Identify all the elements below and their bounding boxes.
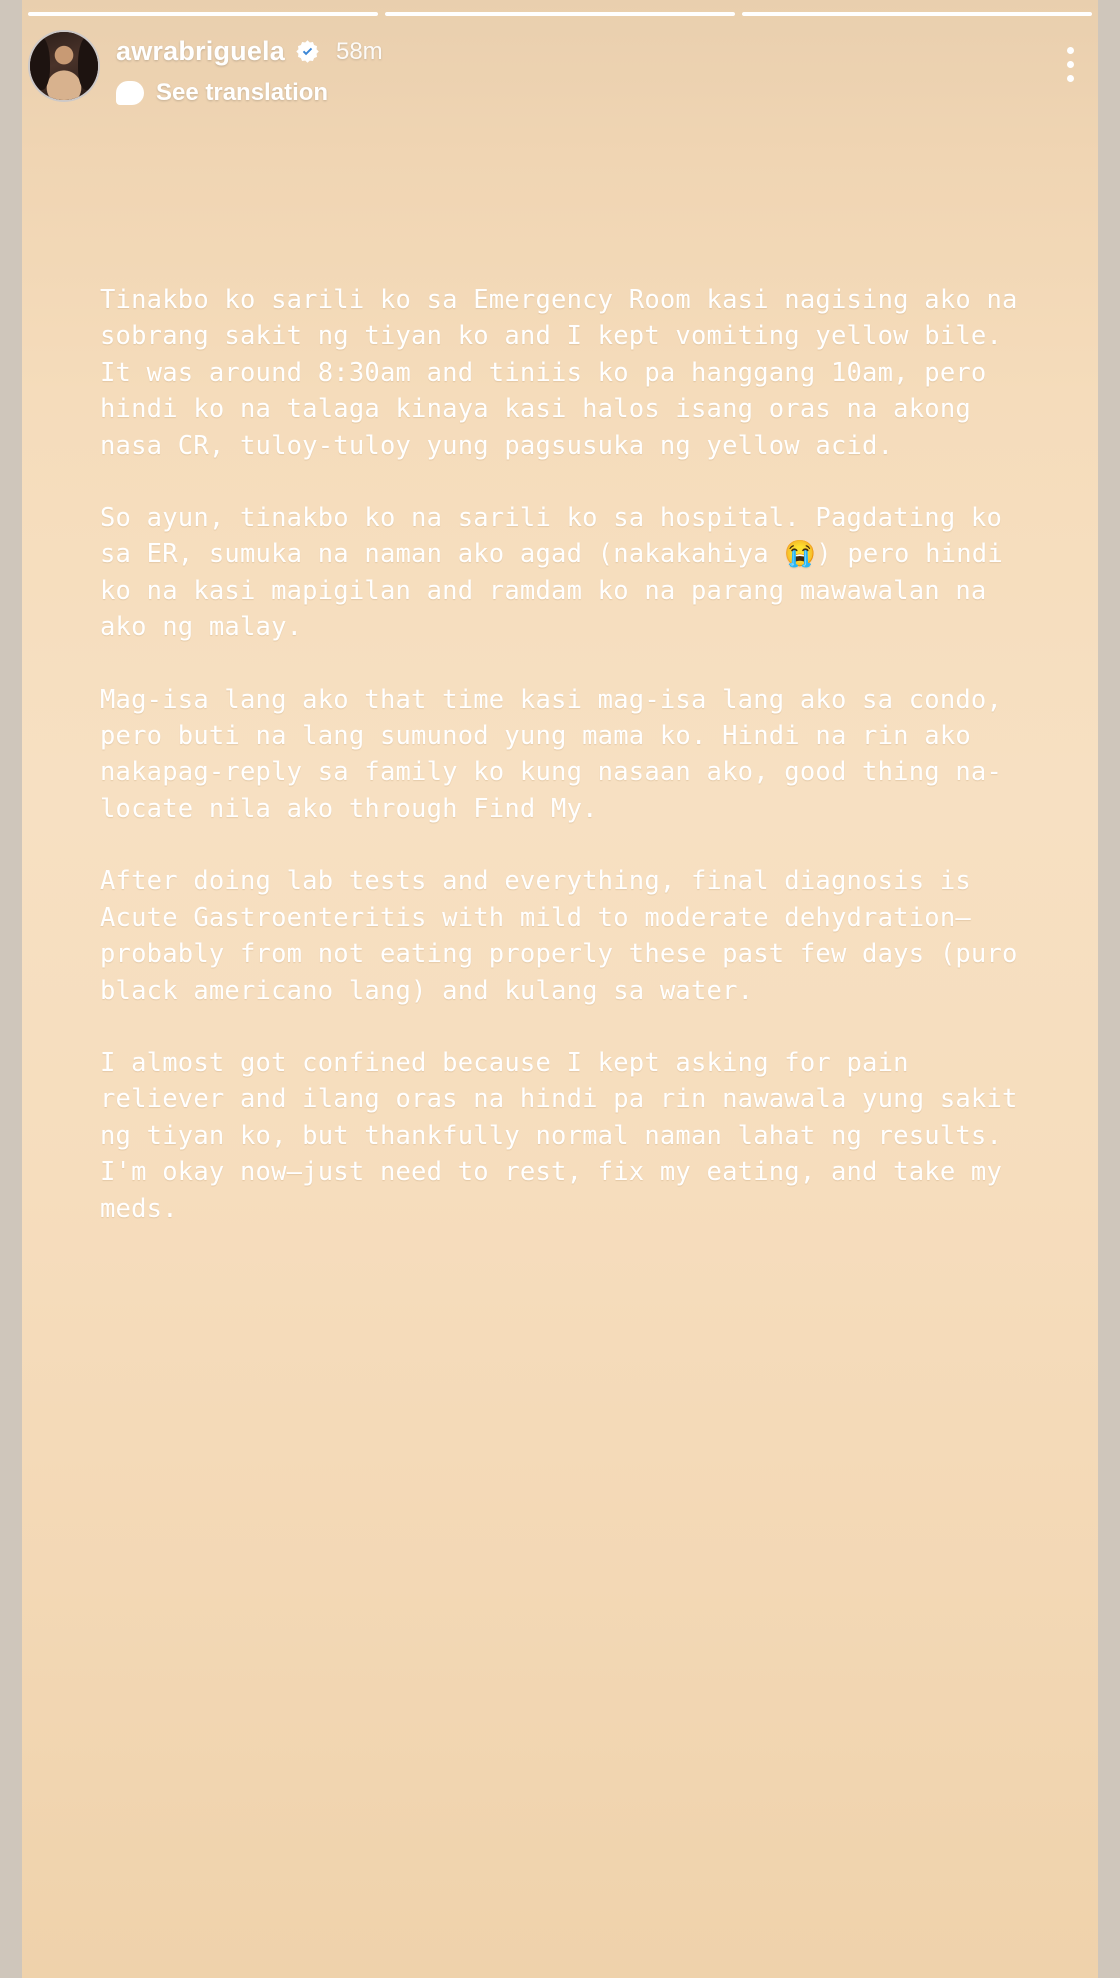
- avatar[interactable]: [28, 30, 100, 102]
- story-paragraph: I almost got confined because I kept asking for pain reliever and ilang oras na hindi pa rin nawawala yung sakit ng tiyan ko, but thankfully normal naman lahat ng results. I'm okay now—just need to rest, fix my eating, and take my meds.: [100, 1047, 1034, 1224]
- header-meta: [116, 30, 1048, 107]
- see-translation-row[interactable]: [116, 79, 1048, 107]
- story-paragraph: Tinakbo ko sarili ko sa Emergency Room kasi nagising ako na sobrang sakit ng tiyan ko and I kept vomiting yellow bile. It was around 8:30am and tiniis ko pa hanggang 10am, pero hindi ko na talaga kinaya kasi halos isang oras na akong nasa CR, tuloy-tuloy yung pagsusuka ng yellow acid.: [100, 285, 1034, 461]
- progress-segment-2[interactable]: [385, 12, 735, 16]
- progress-segment-1[interactable]: [28, 12, 378, 16]
- story-paragraph: Mag-isa lang ako that time kasi mag-isa lang ako sa condo, pero buti na lang sumunod yung mama ko. Hindi na rin ako nakapag-reply sa family ko kung nasaan ako, good thing na-locate nila ako through Find My.: [100, 684, 1018, 824]
- more-options-icon[interactable]: [1048, 36, 1092, 92]
- right-letterbox: [1098, 0, 1120, 1978]
- verified-badge-icon: [295, 39, 320, 64]
- story-header: [28, 30, 1092, 126]
- story-timestamp: 58m: [335, 37, 383, 65]
- speech-bubble-icon: [116, 81, 144, 105]
- username-label[interactable]: awrabriguela: [116, 36, 285, 66]
- story-text-block: [100, 282, 1042, 1227]
- story-progress-bar: [28, 12, 1092, 17]
- see-translation-label[interactable]: See translation: [156, 79, 329, 106]
- avatar-hair-left: [30, 36, 50, 90]
- story-paragraph: So ayun, tinakbo ko na sarili ko sa hospital. Pagdating ko sa ER, sumuka na naman ako agad (nakakahiya 😭) pero hindi ko na kasi mapigilan and ramdam ko na parang mawawalan na ako ng malay.: [100, 503, 1019, 643]
- left-letterbox: [0, 0, 22, 1978]
- avatar-hair-right: [78, 36, 98, 90]
- story-paragraph: After doing lab tests and everything, final diagnosis is Acute Gastroenteritis with mild to moderate dehydration—probably from not eating properly these past few days (puro black americano lang) and kulang sa water.: [100, 866, 1034, 1006]
- progress-segment-3[interactable]: [742, 12, 1092, 16]
- username-row: [116, 36, 1048, 67]
